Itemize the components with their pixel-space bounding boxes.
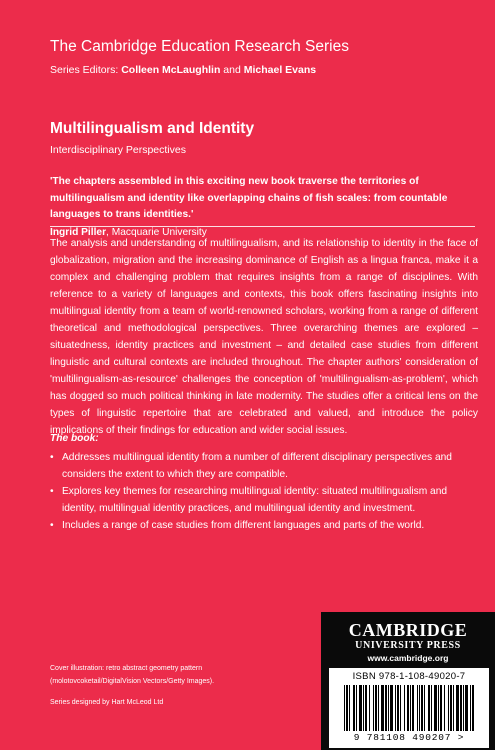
publisher-logo-name: CAMBRIDGE [348,620,468,640]
barcode-bar [356,685,357,731]
barcode-bar [344,685,345,731]
barcode-bar [434,685,437,731]
barcode-bar [456,685,459,731]
barcode-bar [438,685,439,731]
barcode-bar [395,685,396,731]
series-editors [50,63,470,77]
barcode-bar [404,685,405,731]
illustration-credit-line-2: (molotovcoketail/DigitalVision Vectors/Getty Images). [50,678,215,685]
barcode-bar [388,685,389,731]
barcode-bar [463,685,464,731]
book-title: Multilingualism and Identity [50,120,255,137]
quote-text: 'The chapters assembled in this exciting new book traverse the territories of multilingualism and identity like overlapping chains of fish scales: from countable languages to trans identities.' [50,176,448,220]
barcode-bar [444,685,445,731]
barcode-bar [397,685,399,731]
barcode-bar [407,685,409,731]
barcode-bar [381,685,384,731]
feature-item: • Includes a range of case studies from different languages and parts of the world. [50,517,478,534]
barcode-bar [373,685,374,731]
barcode-bar [363,685,364,731]
barcode-bar [428,685,430,731]
barcode-bar [346,685,348,731]
illustration-credit-line-1: Cover illustration: retro abstract geometry pattern [50,665,203,672]
book-subtitle: Interdisciplinary Perspectives [50,144,186,156]
barcode-bar [359,685,362,731]
barcode-bar [410,685,411,731]
quote-author: Ingrid Piller [50,226,107,238]
barcode-bar [385,685,387,731]
feature-item: • Addresses multilingual identity from a number of different disciplinary perspectives and considers the extent to which they are compatible. [50,449,478,483]
quote-affiliation: , Macquarie University [106,226,207,238]
barcode-bar [353,685,355,731]
barcode-bar [365,685,367,731]
cover-credits [50,662,310,709]
publisher-block [321,612,495,750]
barcode-bar [424,685,425,731]
barcode-bar [390,685,393,731]
features-label: The book: [50,433,99,444]
series-designer-credit: Series designed by Hart McLeod Ltd [50,699,164,706]
barcode-bar [412,685,414,731]
barcode-bar [378,685,379,731]
barcode-bar [349,685,350,731]
barcode-bar [448,685,449,731]
series-editor-2: Michael Evans [243,64,317,76]
series-editors-and: and [220,64,244,76]
barcode-bar [450,685,452,731]
barcode-bar [460,685,462,731]
barcode-bar [453,685,454,731]
barcode-bar [470,685,471,731]
barcode-digits: 9 781108 490207 > [353,732,465,743]
barcode-bar [465,685,468,731]
feature-item: • Explores key themes for researching multilingual identity: situated multilingualism and identity, multilingual identity practices, and multilingual identity and investment. [50,483,478,517]
barcode-bar [400,685,401,731]
publisher-url: www.cambridge.org [367,653,449,663]
barcode-bar [440,685,442,731]
publisher-logo-press: UNIVERSITY PRESS [355,640,461,651]
barcode-bar [375,685,377,731]
series-editor-1: Colleen McLaughlin [121,64,221,76]
barcode-bar [419,685,420,731]
barcode-bar [472,685,474,731]
barcode-bar [431,685,432,731]
book-heading [50,119,470,157]
section-divider [50,226,475,227]
series-editors-prefix: Series Editors: [50,64,122,76]
book-description: The analysis and understanding of multilingualism, and its relationship to identity in the face of globalization, migration and the increasing dominance of English as a lingua franca, make it a complex and challenging problem that requires insights from a range of disciplines. With reference to a variety of languages and contexts, this book offers fascinating insights into multilingual identity from a team of world-renowned scholars, working from a range of different theoretical and methodological perspectives. Three overarching themes are explored – situatedness, identity practices and investment – and detailed case studies from different linguistic and cultural contexts are included throughout. The chapter authors' consideration of 'multilingualism-as-resource' challenges the conception of 'multilingualism-as-problem', which has dogged so much political thinking in late modernity. The studies offer a critical lens on the types of linguistic repertoire that are celebrated and valued, and introduce the policy implications of their findings for education and wider social issues. [50,238,478,436]
features-list [50,449,478,534]
barcode-bar [417,685,418,731]
endorsement-quote [50,174,475,240]
series-title: The Cambridge Education Research Series [50,38,349,55]
barcode-panel [329,668,489,748]
barcode-icon [342,685,476,731]
isbn-label: ISBN 978-1-108-49020-7 [352,671,466,682]
barcode-bar [421,685,423,731]
barcode-bar [369,685,370,731]
series-header [50,37,470,77]
